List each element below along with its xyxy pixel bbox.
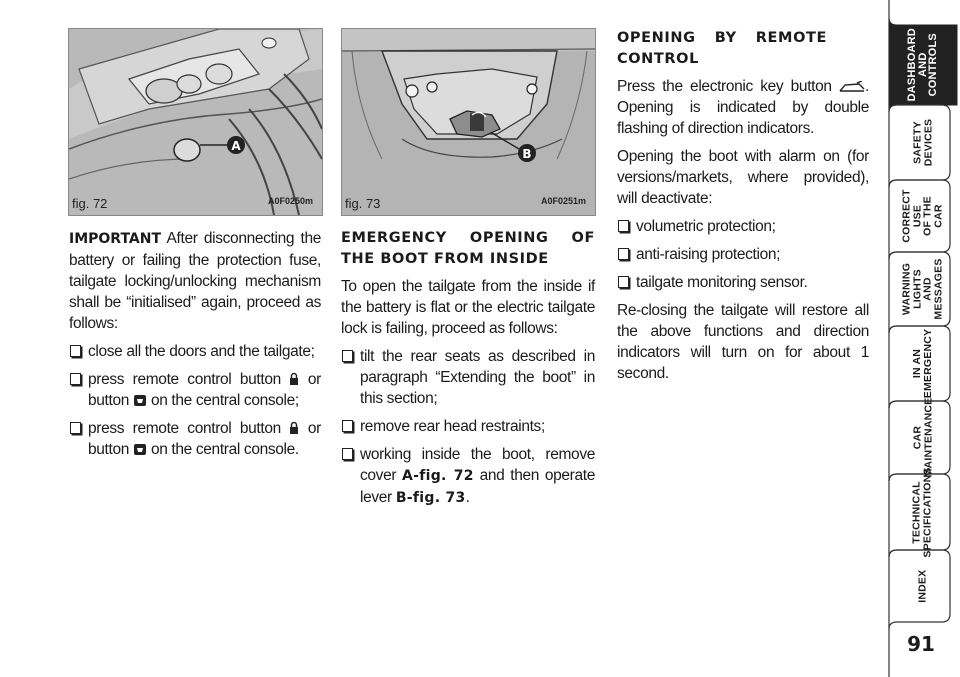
tab-index[interactable] (891, 550, 954, 622)
bullet-text: volumetric protection; (636, 218, 776, 235)
section-heading: OPENING BY REMOTE CONTROL (617, 30, 827, 67)
figure-72-code: A0F0250m (268, 196, 314, 206)
figure-73-code: A0F0251m (541, 196, 587, 206)
tab-label: IN AN EMERGENCY (911, 328, 934, 399)
figure-72-illustration (69, 29, 322, 215)
tab-label: WARNING LIGHTS AND MESSAGES (900, 258, 944, 320)
tab-label: CORRECT USE OF THE CAR (900, 189, 944, 243)
list-item (617, 244, 869, 265)
checkbox-bullet-icon (70, 345, 81, 357)
list-item (69, 341, 321, 362)
figure-73-marker: B (522, 147, 532, 161)
figure-73-illustration (342, 29, 595, 215)
checkbox-bullet-icon (618, 276, 629, 288)
intro-paragraph: To open the tailgate from the inside if the battery is flat or the electric tailgate lock is failing, proceed as follows: (341, 278, 595, 337)
chapter-sidebar (887, 0, 960, 677)
bullet-text: tailgate monitoring sensor. (636, 274, 808, 291)
list-item (69, 418, 321, 460)
bullet-text: press remote control button (88, 420, 281, 437)
bullet-text: tilt the rear seats as described in paragraph “Extending the boot” in this section; (360, 348, 595, 407)
checkbox-bullet-icon (70, 422, 81, 434)
tab-label: SAFETY DEVICES (911, 118, 934, 167)
tab-in-an-emergency[interactable] (891, 326, 954, 401)
tab-label: CAR MAINTENANCE (911, 397, 934, 478)
list-item (617, 216, 869, 237)
figure-reference: B-fig. 73 (395, 490, 466, 506)
figure-73 (341, 28, 596, 216)
tab-dashboard-and-controls[interactable] (891, 25, 954, 105)
lock-closed-icon (289, 421, 299, 435)
important-lead: IMPORTANT (69, 231, 162, 247)
tab-label: TECHNICAL SPECIFICATIONS (911, 466, 934, 558)
bullet-or-text: or button (88, 371, 321, 409)
checkbox-bullet-icon (618, 220, 629, 232)
figure-72 (68, 28, 323, 216)
important-section (69, 228, 321, 467)
tab-warning-lights-and-messages[interactable] (891, 252, 954, 326)
car-lock-icon (133, 394, 147, 407)
bullet-text: press remote control button (88, 371, 281, 388)
tab-technical-specifications[interactable] (891, 466, 954, 558)
figure-reference: A-fig. 72 (401, 468, 474, 484)
emergency-opening-section (341, 228, 595, 516)
tab-safety-devices[interactable] (891, 105, 954, 180)
reclose-paragraph: Re-closing the tailgate will restore all the above functions and direction indicators will turn on for about 1 second. (617, 302, 869, 382)
bullet-text: on the central console. (150, 441, 299, 458)
list-item (617, 272, 869, 293)
bullet-text: anti-raising protection; (636, 246, 781, 263)
page-number: 91 (907, 632, 935, 656)
list-item (69, 369, 321, 411)
car-lock-icon (133, 443, 147, 456)
bullet-text: remove rear head restraints; (360, 418, 545, 435)
bullet-text: . (465, 489, 470, 506)
checkbox-bullet-icon (342, 350, 353, 362)
alarm-paragraph: Opening the boot with alarm on (for versions/markets, where provided), will deactivate: (617, 148, 869, 207)
checkbox-bullet-icon (342, 448, 353, 460)
tab-correct-use-of-the-car[interactable] (891, 180, 954, 252)
list-item (341, 416, 595, 437)
tab-car-maintenance[interactable] (891, 397, 954, 478)
important-text: After disconnecting the battery or failing the protection fuse, tailgate locking/unlocking mechanism shall be “initialised” again, proceed as follows: (69, 230, 321, 332)
lock-closed-icon (289, 372, 299, 386)
list-item (341, 346, 595, 409)
paragraph-text: Press the electronic key button (617, 78, 832, 95)
figure-73-caption: fig. 73 (345, 196, 381, 211)
important-paragraph (69, 228, 321, 334)
tab-label: INDEX (916, 569, 929, 603)
bullet-or-text: or button (88, 420, 321, 458)
tailgate-open-icon (839, 81, 865, 93)
bullet-text: close all the doors and the tailgate; (88, 343, 315, 360)
checkbox-bullet-icon (70, 373, 81, 385)
figure-72-marker: A (231, 139, 241, 153)
bullet-text: working inside the boot, remove cover (360, 446, 595, 484)
paragraph-text: . Opening is indicated by double flashing of direction indicators. (617, 78, 869, 137)
section-heading: EMERGENCY OPENING OF THE BOOT FROM INSIDE (341, 230, 595, 267)
remote-paragraph (617, 76, 869, 139)
remote-opening-section (617, 28, 869, 391)
checkbox-bullet-icon (342, 420, 353, 432)
bullet-text: and then operate lever (360, 467, 595, 506)
checkbox-bullet-icon (618, 248, 629, 260)
list-item (341, 444, 595, 509)
tab-label: DASHBOARD AND CONTROLS (905, 28, 939, 102)
bullet-text: on the central console; (150, 392, 299, 409)
figure-72-caption: fig. 72 (72, 196, 108, 211)
